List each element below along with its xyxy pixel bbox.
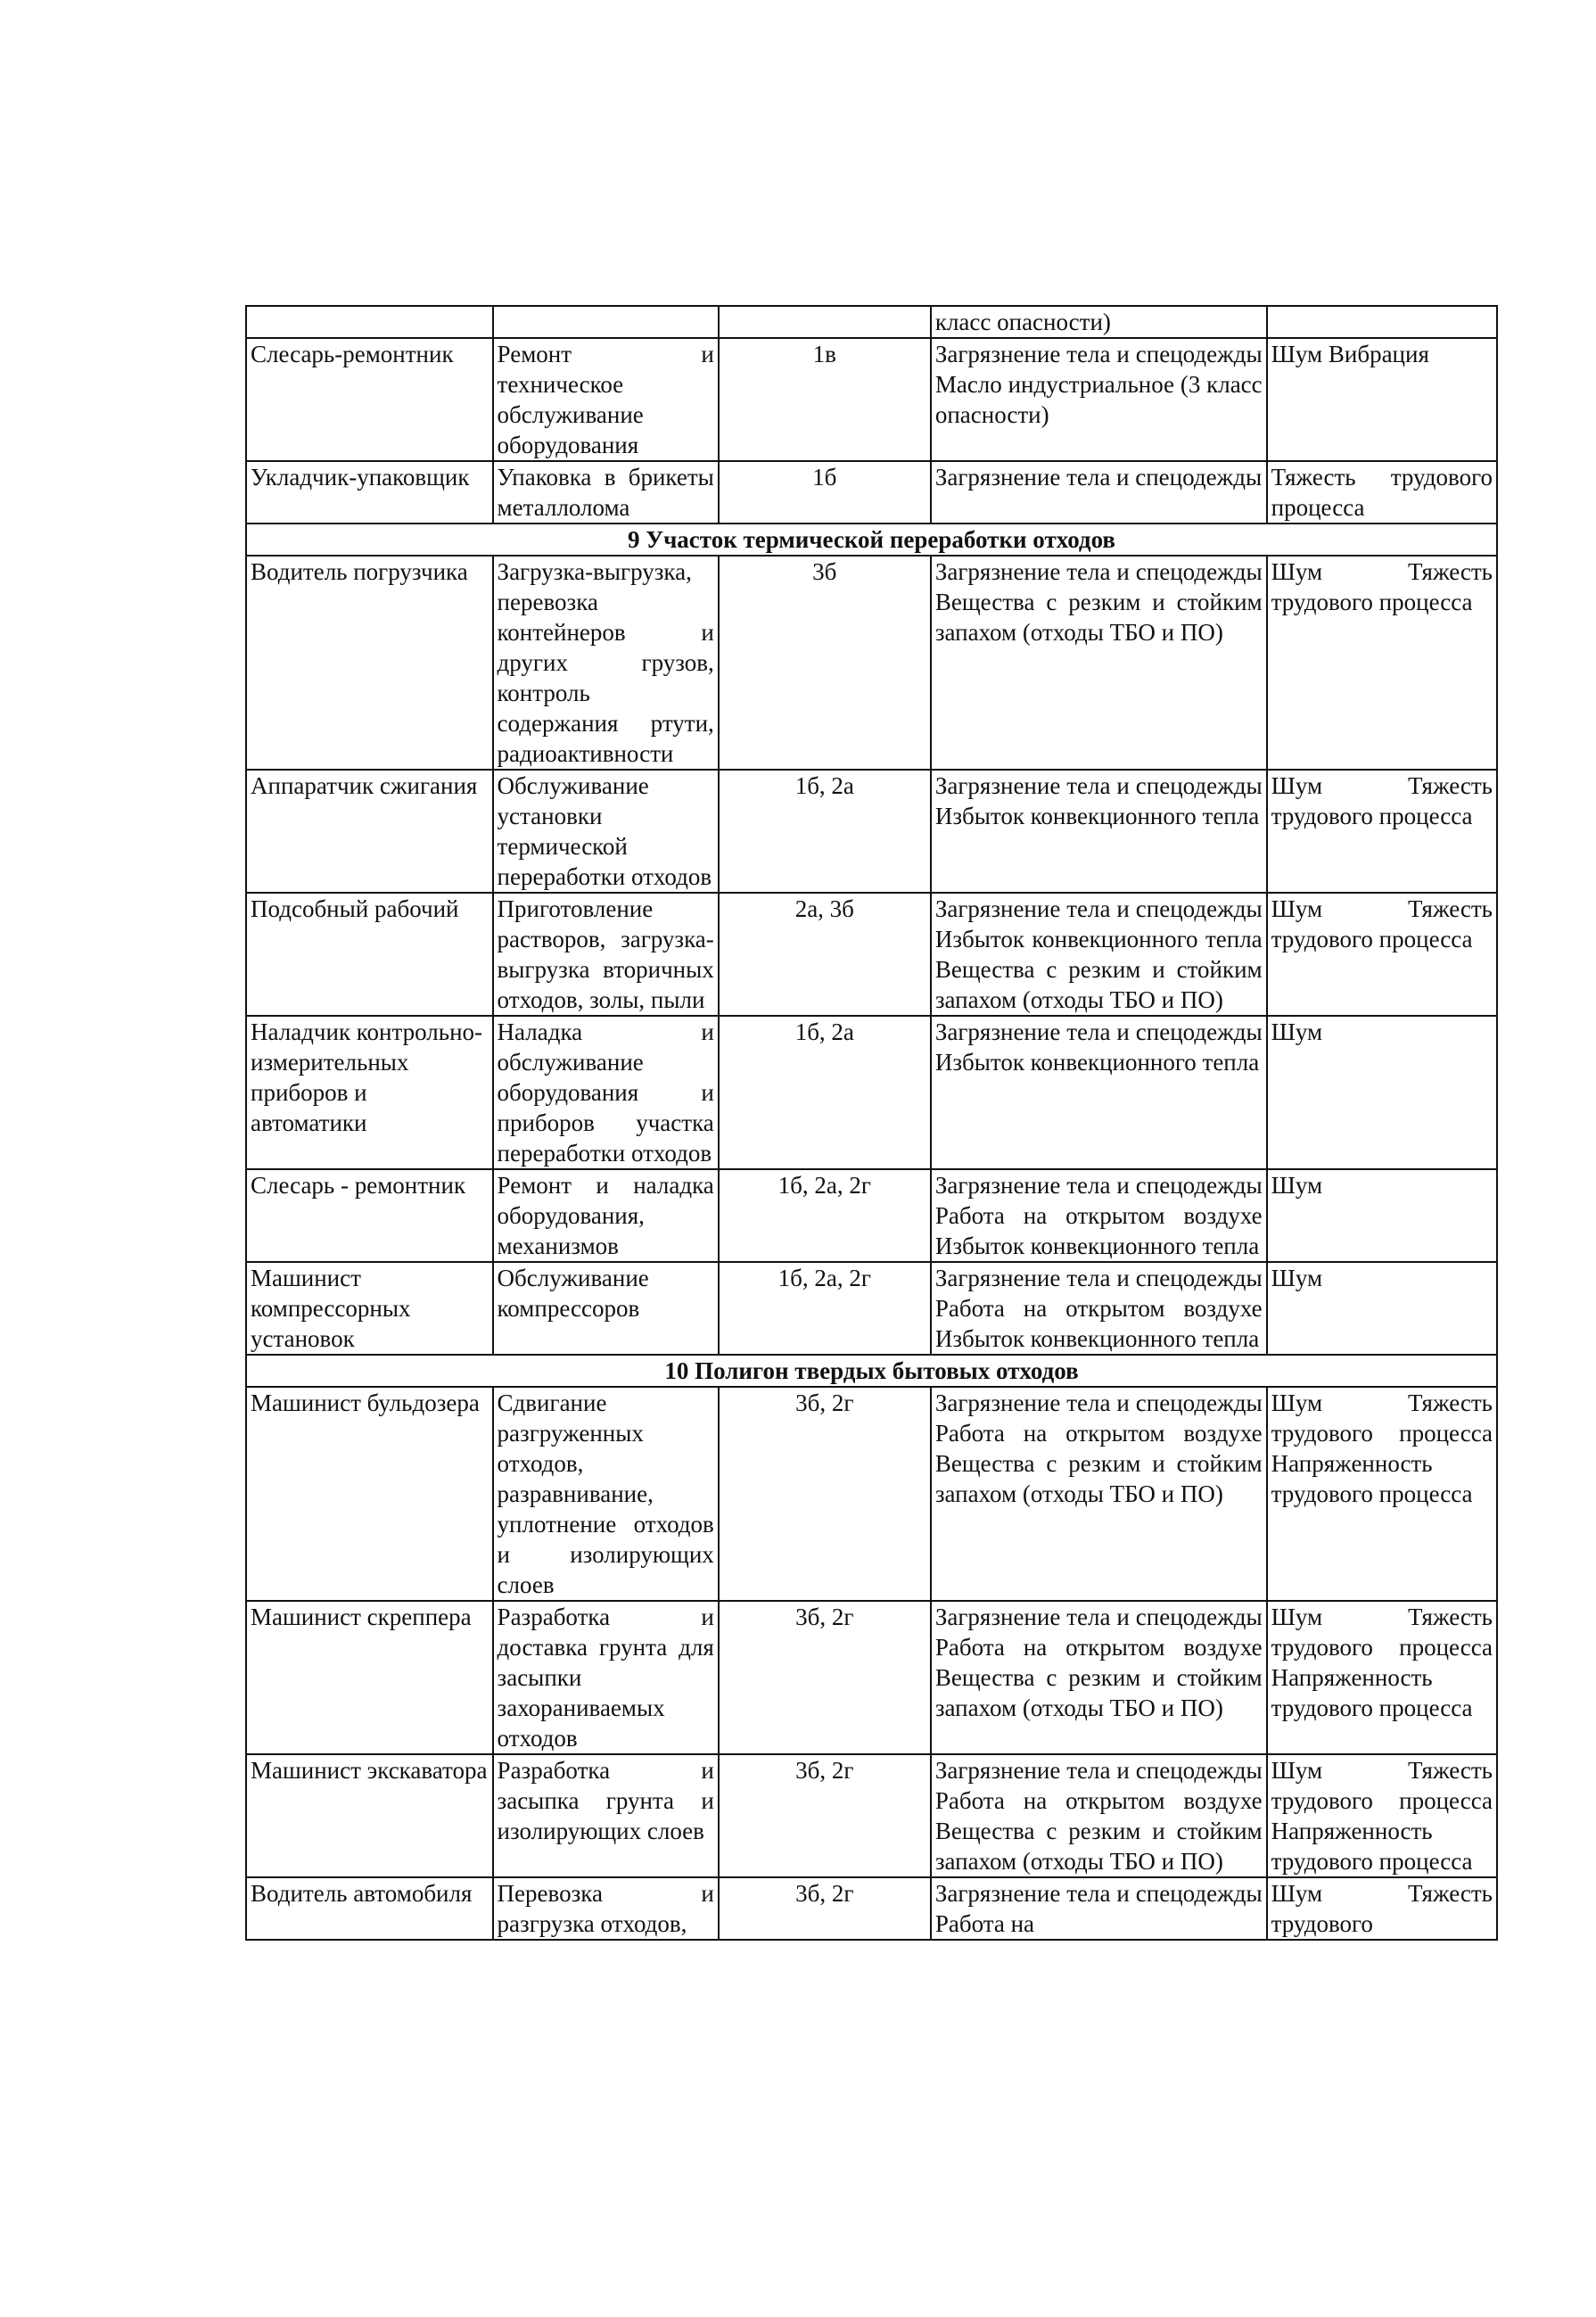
work-cell: Ремонт и наладка оборудования, механизмов: [493, 1169, 719, 1262]
table-row: [246, 893, 1497, 1016]
other-factors-cell: Шум Тяжесть трудового процесса: [1267, 893, 1497, 1016]
other-factors-cell: [1267, 306, 1497, 338]
factors-cell: Загрязнение тела и спецодежды Работа на открытом воздухе Избыток конвекционного тепла: [931, 1169, 1267, 1262]
other-factors-cell: Шум Вибрация: [1267, 338, 1497, 461]
other-factors-cell: Шум: [1267, 1016, 1497, 1169]
work-cell: Загрузка-выгрузка, перевозка контейнеров и других грузов, контроль содержания ртути, радиоактивности: [493, 556, 719, 770]
table-row: [246, 556, 1497, 770]
table-row: [246, 1877, 1497, 1940]
table-row: [246, 1387, 1497, 1601]
work-cell: Обслуживание компрессоров: [493, 1262, 719, 1355]
table-row: [246, 770, 1497, 893]
other-factors-cell: Тяжесть трудового процесса: [1267, 461, 1497, 524]
factors-cell: Загрязнение тела и спецодежды Избыток конвекционного тепла Вещества с резким и стойким запахом (отходы ТБО и ПО): [931, 893, 1267, 1016]
table-row: [246, 1016, 1497, 1169]
table-row: [246, 1169, 1497, 1262]
other-factors-cell: Шум Тяжесть трудового процесса Напряженность трудового процесса: [1267, 1387, 1497, 1601]
profession-cell: [246, 306, 493, 338]
other-factors-cell: Шум Тяжесть трудового процесса Напряженность трудового процесса: [1267, 1754, 1497, 1877]
profession-cell: Машинист экскаватора: [246, 1754, 493, 1877]
code-cell: 3б, 2г: [719, 1877, 931, 1940]
work-cell: Сдвигание разгруженных отходов, разравнивание, уплотнение отходов и изолирующих слоев: [493, 1387, 719, 1601]
code-cell: [719, 306, 931, 338]
profession-cell: Слесарь-ремонтник: [246, 338, 493, 461]
factors-cell: Загрязнение тела и спецодежды Вещества с резким и стойким запахом (отходы ТБО и ПО): [931, 556, 1267, 770]
profession-cell: Укладчик-упаковщик: [246, 461, 493, 524]
work-cell: Обслуживание установки термической переработки отходов: [493, 770, 719, 893]
factors-cell: Загрязнение тела и спецодежды Работа на: [931, 1877, 1267, 1940]
profession-cell: Слесарь - ремонтник: [246, 1169, 493, 1262]
work-cell: Разработка и доставка грунта для засыпки захораниваемых отходов: [493, 1601, 719, 1754]
work-cell: Перевозка и разгрузка отходов,: [493, 1877, 719, 1940]
factors-cell: Загрязнение тела и спецодежды Работа на открытом воздухе Вещества с резким и стойким запахом (отходы ТБО и ПО): [931, 1754, 1267, 1877]
other-factors-cell: Шум Тяжесть трудового: [1267, 1877, 1497, 1940]
table-row: [246, 1262, 1497, 1355]
table-row: [246, 306, 1497, 338]
factors-cell: Загрязнение тела и спецодежды Работа на открытом воздухе Вещества с резким и стойким запахом (отходы ТБО и ПО): [931, 1601, 1267, 1754]
code-cell: 1б: [719, 461, 931, 524]
profession-cell: Аппаратчик сжигания: [246, 770, 493, 893]
factors-cell: Загрязнение тела и спецодежды Избыток конвекционного тепла: [931, 1016, 1267, 1169]
work-cell: Наладка и обслуживание оборудования и приборов участка переработки отходов: [493, 1016, 719, 1169]
profession-cell: Машинист компрессорных установок: [246, 1262, 493, 1355]
factors-cell: Загрязнение тела и спецодежды Масло индустриальное (3 класс опасности): [931, 338, 1267, 461]
code-cell: 1в: [719, 338, 931, 461]
work-cell: [493, 306, 719, 338]
factors-cell: Загрязнение тела и спецодежды Работа на открытом воздухе Избыток конвекционного тепла: [931, 1262, 1267, 1355]
other-factors-cell: Шум Тяжесть трудового процесса: [1267, 770, 1497, 893]
other-factors-cell: Шум Тяжесть трудового процесса Напряженность трудового процесса: [1267, 1601, 1497, 1754]
table-row: [246, 1601, 1497, 1754]
factors-cell: класс опасности): [931, 306, 1267, 338]
code-cell: 2а, 3б: [719, 893, 931, 1016]
code-cell: 1б, 2а, 2г: [719, 1262, 931, 1355]
profession-cell: Подсобный рабочий: [246, 893, 493, 1016]
work-cell: Ремонт и техническое обслуживание оборудования: [493, 338, 719, 461]
profession-cell: Машинист бульдозера: [246, 1387, 493, 1601]
code-cell: 3б, 2г: [719, 1601, 931, 1754]
factors-cell: Загрязнение тела и спецодежды Избыток конвекционного тепла: [931, 770, 1267, 893]
factors-cell: Загрязнение тела и спецодежды Работа на открытом воздухе Вещества с резким и стойким запахом (отходы ТБО и ПО): [931, 1387, 1267, 1601]
work-cell: Разработка и засыпка грунта и изолирующих слоев: [493, 1754, 719, 1877]
table-row: [246, 1754, 1497, 1877]
other-factors-cell: Шум: [1267, 1169, 1497, 1262]
other-factors-cell: Шум: [1267, 1262, 1497, 1355]
code-cell: 1б, 2а, 2г: [719, 1169, 931, 1262]
section-title: 10 Полигон твердых бытовых отходов: [246, 1355, 1497, 1387]
profession-cell: Наладчик контрольно-измерительных приборов и автоматики: [246, 1016, 493, 1169]
code-cell: 1б, 2а: [719, 770, 931, 893]
profession-cell: Машинист скреппера: [246, 1601, 493, 1754]
hazard-table: [245, 305, 1498, 1941]
work-cell: Упаковка в брикеты металлолома: [493, 461, 719, 524]
section-title: 9 Участок термической переработки отходов: [246, 524, 1497, 556]
factors-cell: Загрязнение тела и спецодежды: [931, 461, 1267, 524]
section-header-row: [246, 524, 1497, 556]
code-cell: 3б: [719, 556, 931, 770]
other-factors-cell: Шум Тяжесть трудового процесса: [1267, 556, 1497, 770]
code-cell: 3б, 2г: [719, 1387, 931, 1601]
work-cell: Приготовление растворов, загрузка-выгрузка вторичных отходов, золы, пыли: [493, 893, 719, 1016]
section-header-row: [246, 1355, 1497, 1387]
profession-cell: Водитель автомобиля: [246, 1877, 493, 1940]
profession-cell: Водитель погрузчика: [246, 556, 493, 770]
code-cell: 3б, 2г: [719, 1754, 931, 1877]
table-row: [246, 338, 1497, 461]
table-row: [246, 461, 1497, 524]
code-cell: 1б, 2а: [719, 1016, 931, 1169]
